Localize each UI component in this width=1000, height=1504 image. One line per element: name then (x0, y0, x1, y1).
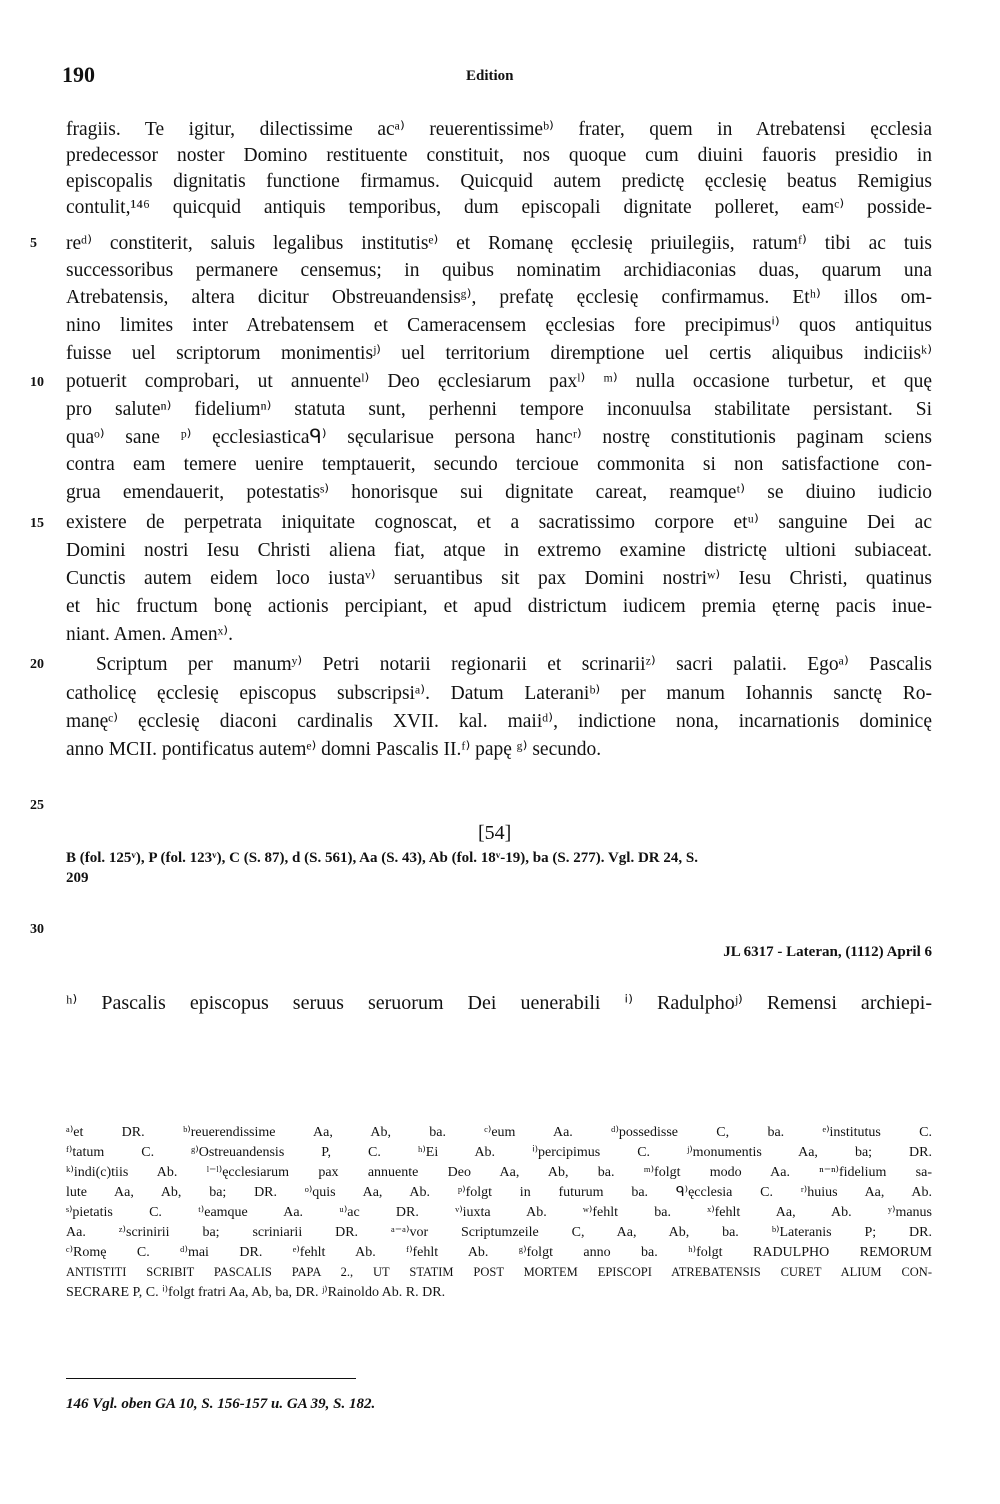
apparatus-line: Aa. ᶻ⁾scrinirii ba; scriniarii DR. ᵃ⁻ᵃ⁾vor Scriptumzeile C, Aa, Ab, ba. ᵇ⁾Lateranis P; DR. (66, 1225, 932, 1240)
document-number: [54] (478, 822, 512, 844)
apparatus-line: ˢ⁾pietatis C. ᵗ⁾eamque Aa. ᵘ⁾ac DR. ᵛ⁾iuxta Ab. ʷ⁾fehlt ba. ˣ⁾fehlt Aa, Ab. ʸ⁾manus (66, 1205, 932, 1220)
body-line: potuerit comprobari, ut annuenteˡ⁾ Deo ęcclesiarum paxˡ⁾ ᵐ⁾ nulla occasione turbetur, et quę (66, 371, 932, 392)
body-line: contulit,¹⁴⁶ quicquid antiquis temporibus, dum episcopali dignitate polleret, eamᶜ⁾ posside- (66, 197, 932, 218)
body-line: Scriptum per manumʸ⁾ Petri notarii regionarii et scrinariiᶻ⁾ sacri palatii. Egoᵃ⁾ Pascalis (96, 654, 932, 675)
source-line: 209 (66, 870, 89, 886)
apparatus-line: lute Aa, Ab, ba; DR. ᵒ⁾quis Aa, Ab. ᵖ⁾folgt in futurum ba. ᑫ⁾ęcclesia C. ʳ⁾huius Aa, Ab. (66, 1185, 932, 1200)
body-line: niant. Amen. Amenˣ⁾. (66, 624, 233, 645)
page-number: 190 (62, 62, 95, 87)
salutation-line: ʰ⁾ Pascalis episcopus seruus seruorum Dei uenerabili ⁱ⁾ Radulphoʲ⁾ Remensi archiepi- (66, 992, 932, 1014)
body-line: Atrebatensis, altera dicitur Obstreuandensisᵍ⁾, prefatę ęcclesię confirmamus. Etʰ⁾ illos om- (66, 287, 932, 308)
apparatus-line: ᶠ⁾tatum C. ᵍ⁾Ostreuandensis P, C. ʰ⁾Ei Ab. ⁱ⁾percipimus C. ʲ⁾monumentis Aa, ba; DR. (66, 1145, 932, 1160)
body-line: anno MCII. pontificatus autemᵉ⁾ domni Pascalis II.ᶠ⁾ papę ᵍ⁾ secundo. (66, 739, 602, 760)
apparatus-line: ᶜ⁾Romę C. ᵈ⁾mai DR. ᵉ⁾fehlt Ab. ᶠ⁾fehlt Ab. ᵍ⁾folgt anno ba. ʰ⁾folgt RADULPHO REMORUM (66, 1245, 932, 1260)
body-line: predecessor noster Domino restituente constituit, nos quoque cum diuini fauoris presidio in (66, 145, 932, 166)
line-number: 30 (30, 922, 44, 937)
apparatus-line: SECRARE P, C. ⁱ⁾folgt fratri Aa, Ab, ba, DR. ʲ⁾Rainoldo Ab. R. DR. (66, 1285, 446, 1300)
line-number: 25 (30, 798, 44, 813)
running-title: Edition (466, 68, 514, 84)
line-number: 15 (30, 516, 44, 531)
line-number: 20 (30, 657, 44, 672)
body-line: et hic fructum bonę actionis percipiant, et apud districtum iudicem premia ęternę pacis inue- (66, 596, 932, 617)
apparatus-line: ᵏ⁾indi(c)tiis Ab. ˡ⁻ˡ⁾ęcclesiarum pax annuente Deo Aa, Ab, ba. ᵐ⁾folgt modo Aa. ⁿ⁻ⁿ⁾fidelium sa- (66, 1165, 932, 1180)
body-line: Domini nostri Iesu Christi aliena fiat, atque in extremo examine districtę ultioni subiaceat. (66, 540, 932, 561)
jl-reference: JL 6317 - Lateran, (1112) April 6 (723, 944, 932, 960)
body-line: episcopalis dignitatis functione firmamus. Quicquid autem predictę ęcclesię beatus Remigius (66, 171, 932, 192)
apparatus-line: ANTISTITI SCRIBIT PASCALIS PAPA 2., UT STATIM POST MORTEM EPISCOPI ATREBATENSIS CURET ALIUM CON- (66, 1265, 932, 1279)
line-number: 5 (30, 236, 37, 251)
footnote-rule (66, 1378, 356, 1379)
body-line: manęᶜ⁾ ęcclesię diaconi cardinalis XVII. kal. maiiᵈ⁾, indictione nona, incarnationis dominicę (66, 711, 932, 732)
apparatus-line: ᵃ⁾et DR. ᵇ⁾reuerendissime Aa, Ab, ba. ᶜ⁾eum Aa. ᵈ⁾possedisse C, ba. ᵉ⁾institutus C. (66, 1125, 932, 1140)
body-line: quaᵒ⁾ sane ᵖ⁾ ęcclesiasticaᑫ⁾ sęcularisue persona hancʳ⁾ nostrę constitutionis paginam sciens (66, 427, 932, 448)
body-line: catholicę ęcclesię episcopus subscripsiᵃ⁾. Datum Lateraniᵇ⁾ per manum Iohannis sanctę Ro- (66, 683, 932, 704)
body-line: fragiis. Te igitur, dilectissime acᵃ⁾ reuerentissimeᵇ⁾ frater, quem in Atrebatensi ęcclesia (66, 119, 932, 140)
line-number: 10 (30, 375, 44, 390)
body-line: successoribus permanere censemus; in quibus nominatim archidiaconias duas, quarum una (66, 260, 932, 281)
body-line: nino limites inter Atrebatensem et Cameracensem ęcclesias fore precipimusⁱ⁾ quos antiquitus (66, 315, 932, 336)
body-line: grua emendauerit, potestatisˢ⁾ honorisque sui dignitate careat, reamqueᵗ⁾ se diuino iudicio (66, 482, 932, 503)
body-line: pro saluteⁿ⁾ fideliumⁿ⁾ statuta sunt, perhenni tempore inconuulsa stabilitate persistant. Si (66, 399, 932, 420)
body-line: Cunctis autem eidem loco iustaᵛ⁾ seruantibus sit pax Domini nostriʷ⁾ Iesu Christi, quatinus (66, 568, 932, 589)
footnote: 146 Vgl. oben GA 10, S. 156-157 u. GA 39, S. 182. (66, 1396, 376, 1412)
body-line: existere de perpetrata iniquitate cognoscat, et a sacratissimo corpore etᵘ⁾ sanguine Dei ac (66, 512, 932, 533)
source-list (66, 848, 932, 888)
body-line: reᵈ⁾ constiterit, saluis legalibus institutisᵉ⁾ et Romanę ęcclesię priuilegiis, ratumᶠ⁾ tibi ac tuis (66, 233, 932, 254)
source-line: B (fol. 125ᵛ), P (fol. 123ᵛ), C (S. 87), d (S. 561), Aa (S. 43), Ab (fol. 18ᵛ-19), ba (S. 277). Vgl. DR 24, S. (66, 850, 698, 866)
body-line: fuisse uel scriptorum monimentisʲ⁾ uel territorium diremptione uel certis aliquibus indiciisᵏ⁾ (66, 343, 932, 364)
body-line: contra eam temere uenire temptauerit, secundo tercioue commonita si non satisfactione con- (66, 454, 932, 475)
